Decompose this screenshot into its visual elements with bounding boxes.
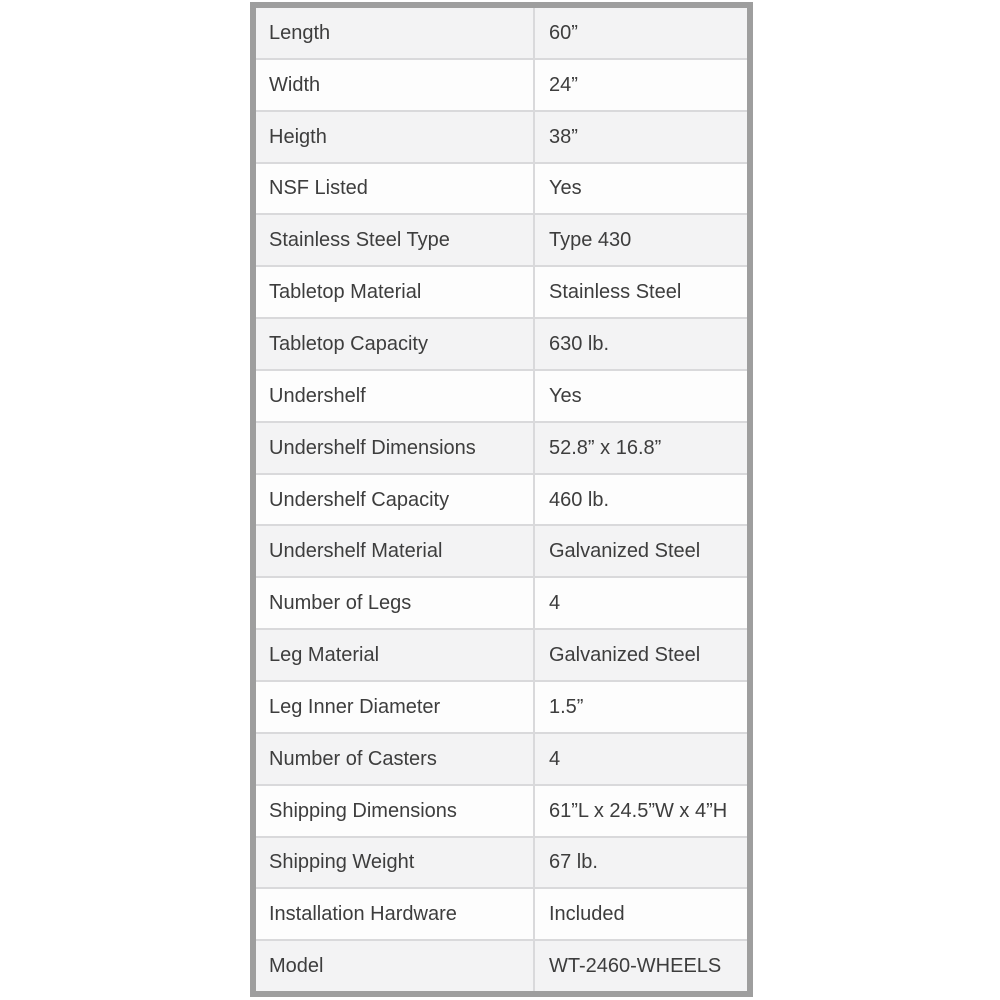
table-row [256, 786, 747, 838]
spec-value: 38” [533, 112, 747, 162]
spec-value: 4 [533, 734, 747, 784]
spec-value: 67 lb. [533, 838, 747, 888]
table-row [256, 319, 747, 371]
spec-value: Included [533, 889, 747, 939]
spec-label: Stainless Steel Type [269, 229, 450, 252]
spec-value: Galvanized Steel [533, 630, 747, 680]
table-row [256, 526, 747, 578]
spec-table [250, 2, 753, 997]
spec-label: Heigth [269, 125, 327, 148]
spec-label: NSF Listed [269, 177, 368, 200]
spec-value: 60” [533, 8, 747, 58]
spec-label: Undershelf Material [269, 540, 443, 563]
spec-label: Number of Casters [269, 747, 437, 770]
table-row [256, 371, 747, 423]
spec-value: Galvanized Steel [533, 526, 747, 576]
table-row [256, 164, 747, 216]
spec-label: Leg Inner Diameter [269, 695, 441, 718]
spec-label: Shipping Dimensions [269, 799, 457, 822]
spec-value: 630 lb. [533, 319, 747, 369]
spec-label: Model [269, 955, 324, 978]
spec-value: Type 430 [533, 215, 747, 265]
spec-label: Width [269, 73, 321, 96]
spec-label: Length [269, 21, 331, 44]
spec-label: Number of Legs [269, 592, 412, 615]
spec-label: Tabletop Capacity [269, 332, 428, 355]
table-row [256, 578, 747, 630]
table-row [256, 475, 747, 527]
spec-value: 460 lb. [533, 475, 747, 525]
table-row [256, 8, 747, 60]
table-row [256, 889, 747, 941]
spec-value: 1.5” [533, 682, 747, 732]
table-row [256, 423, 747, 475]
spec-label: Tabletop Material [269, 281, 422, 304]
spec-label: Undershelf Dimensions [269, 436, 476, 459]
table-row [256, 838, 747, 890]
table-row [256, 630, 747, 682]
spec-label: Installation Hardware [269, 903, 457, 926]
table-row [256, 267, 747, 319]
spec-value: 52.8” x 16.8” [533, 423, 747, 473]
spec-value: Stainless Steel [533, 267, 747, 317]
spec-value: 61”L x 24.5”W x 4”H [533, 786, 747, 836]
spec-label: Shipping Weight [269, 851, 415, 874]
spec-label: Undershelf Capacity [269, 488, 450, 511]
spec-value: WT-2460-WHEELS [533, 941, 747, 991]
spec-value: Yes [533, 371, 747, 421]
spec-label: Leg Material [269, 644, 380, 667]
table-row [256, 112, 747, 164]
spec-value: Yes [533, 164, 747, 214]
spec-value: 4 [533, 578, 747, 628]
spec-value: 24” [533, 60, 747, 110]
table-row [256, 682, 747, 734]
table-row [256, 734, 747, 786]
table-row [256, 215, 747, 267]
table-row [256, 60, 747, 112]
table-row [256, 941, 747, 991]
spec-label: Undershelf [269, 384, 366, 407]
